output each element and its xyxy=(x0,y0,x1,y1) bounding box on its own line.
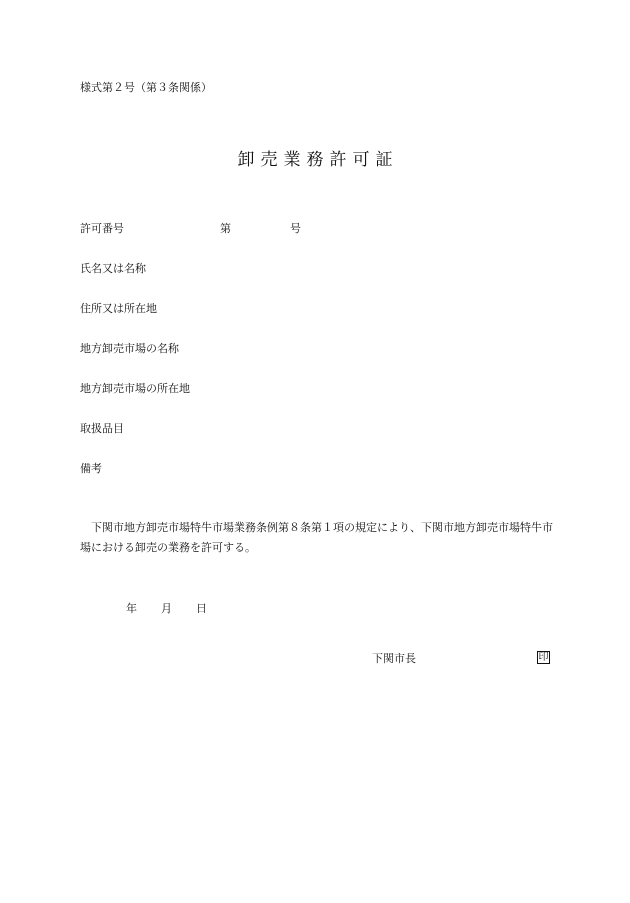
field-label-market-location: 地方卸売市場の所在地 xyxy=(80,382,190,395)
form-number-label: 様式第２号（第３条関係） xyxy=(80,81,212,94)
field-label-market-name: 地方卸売市場の名称 xyxy=(80,342,179,355)
field-label-address: 住所又は所在地 xyxy=(80,302,157,315)
field-label-name: 氏名又は名称 xyxy=(80,262,146,275)
seal-mark: 印 xyxy=(538,652,549,663)
permit-number-prefix: 第 xyxy=(220,222,231,235)
permit-statement: 下関市地方卸売市場特牛市場業務条例第８条第１項の規定により、下関市地方卸売市場特牛市場における卸売の業務を許可する。 xyxy=(80,521,553,554)
issuer-name: 下関市長 xyxy=(372,652,416,665)
field-label-remarks: 備考 xyxy=(80,462,102,475)
date-month-label: 月 xyxy=(161,602,172,615)
date-year-label: 年 xyxy=(126,602,137,615)
document-title: 卸売業務許可証 xyxy=(237,150,399,170)
date-day-label: 日 xyxy=(196,602,207,615)
field-label-permit-number: 許可番号 xyxy=(80,222,124,235)
permit-number-suffix: 号 xyxy=(290,222,301,235)
field-label-items-handled: 取扱品目 xyxy=(80,422,124,435)
